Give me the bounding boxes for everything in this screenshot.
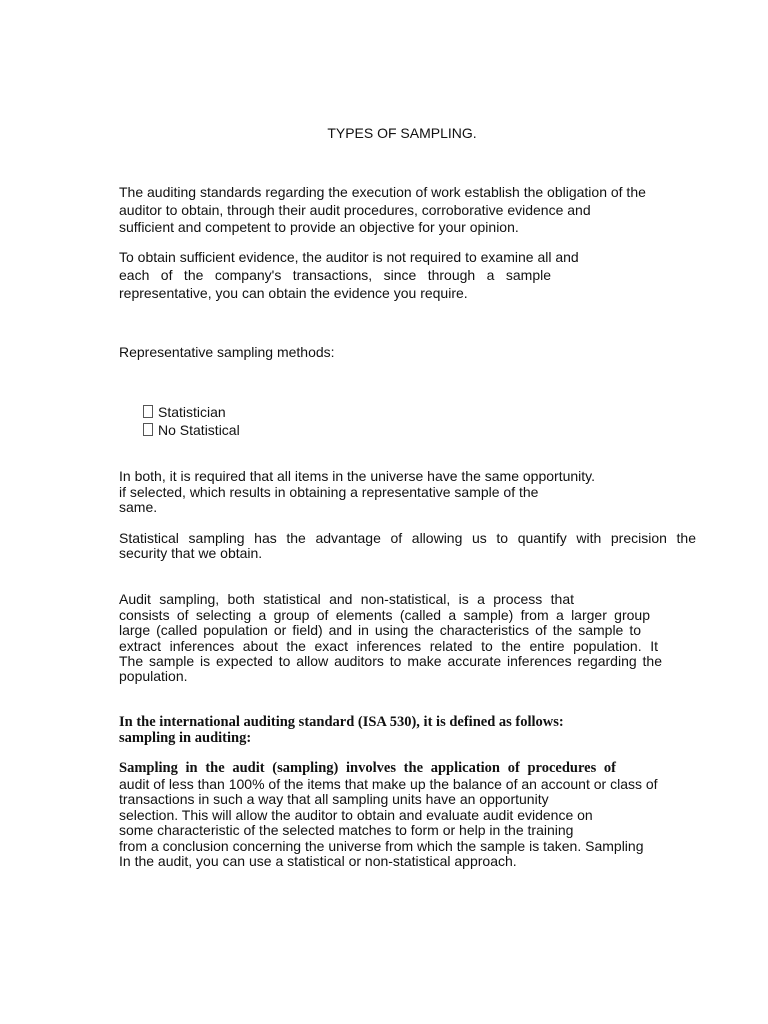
para3-line-2: if selected, which results in obtaining a representative sample of the [119, 484, 539, 500]
para6-line-5: from a conclusion concerning the universe from which the sample is taken. Sampling [119, 838, 644, 854]
para1-line-2: auditor to obtain, through their audit procedures, corroborative evidence and [119, 202, 591, 218]
isa-heading-line-1: In the international auditing standard (ISA 530), it is defined as follows: [119, 714, 564, 730]
para5-line-3: large (called population or field) and in using the characteristics of the sample to [119, 622, 641, 638]
para6-line-4: some characteristic of the selected matches to form or help in the training [119, 822, 574, 838]
page-title: TYPES OF SAMPLING. [327, 125, 477, 141]
para5-line-6: population. [119, 668, 188, 684]
para5-line-5: The sample is expected to allow auditors to make accurate inferences regarding the [119, 653, 662, 669]
method-item-no-statistical [143, 422, 240, 438]
methods-heading: Representative sampling methods: [119, 344, 335, 360]
para4-line-1: Statistical sampling has the advantage of allowing us to quantify with precision the [119, 530, 696, 546]
para5-line-4: extract inferences about the exact inferences related to the entire population. It [119, 638, 658, 654]
checkbox-glyph-icon [143, 405, 153, 418]
para6-line-1: audit of less than 100% of the items that make up the balance of an account or class of [119, 776, 658, 792]
para6-line-6: In the audit, you can use a statistical or non-statistical approach. [119, 853, 517, 869]
method-item-statistician [143, 404, 226, 420]
checkbox-glyph-icon [143, 423, 153, 436]
para1-line-3: sufficient and competent to provide an objective for your opinion. [119, 219, 519, 235]
para3-line-3: same. [119, 499, 158, 515]
para6-line-2: transactions in such a way that all sampling units have an opportunity [119, 791, 549, 807]
para6-bold-line: Sampling in the audit (sampling) involves the application of procedures of [119, 760, 616, 776]
method-label: Statistician [158, 404, 226, 420]
isa-heading-line-2: sampling in auditing: [119, 730, 252, 746]
para4-line-2: security that we obtain. [119, 545, 263, 561]
para2-line-1: To obtain sufficient evidence, the auditor is not required to examine all and [119, 249, 579, 265]
para2-line-2: each of the company's transactions, since through a sample [119, 267, 551, 283]
para6-line-3: selection. This will allow the auditor to obtain and evaluate audit evidence on [119, 807, 593, 823]
method-label: No Statistical [158, 422, 240, 438]
para5-line-2: consists of selecting a group of elements (called a sample) from a larger group [119, 607, 650, 623]
para2-line-3: representative, you can obtain the evidence you require. [119, 285, 468, 301]
para3-line-1: In both, it is required that all items in the universe have the same opportunity. [119, 468, 595, 484]
para1-line-1: The auditing standards regarding the execution of work establish the obligation of the [119, 184, 646, 200]
para5-line-1: Audit sampling, both statistical and non-statistical, is a process that [119, 591, 574, 607]
